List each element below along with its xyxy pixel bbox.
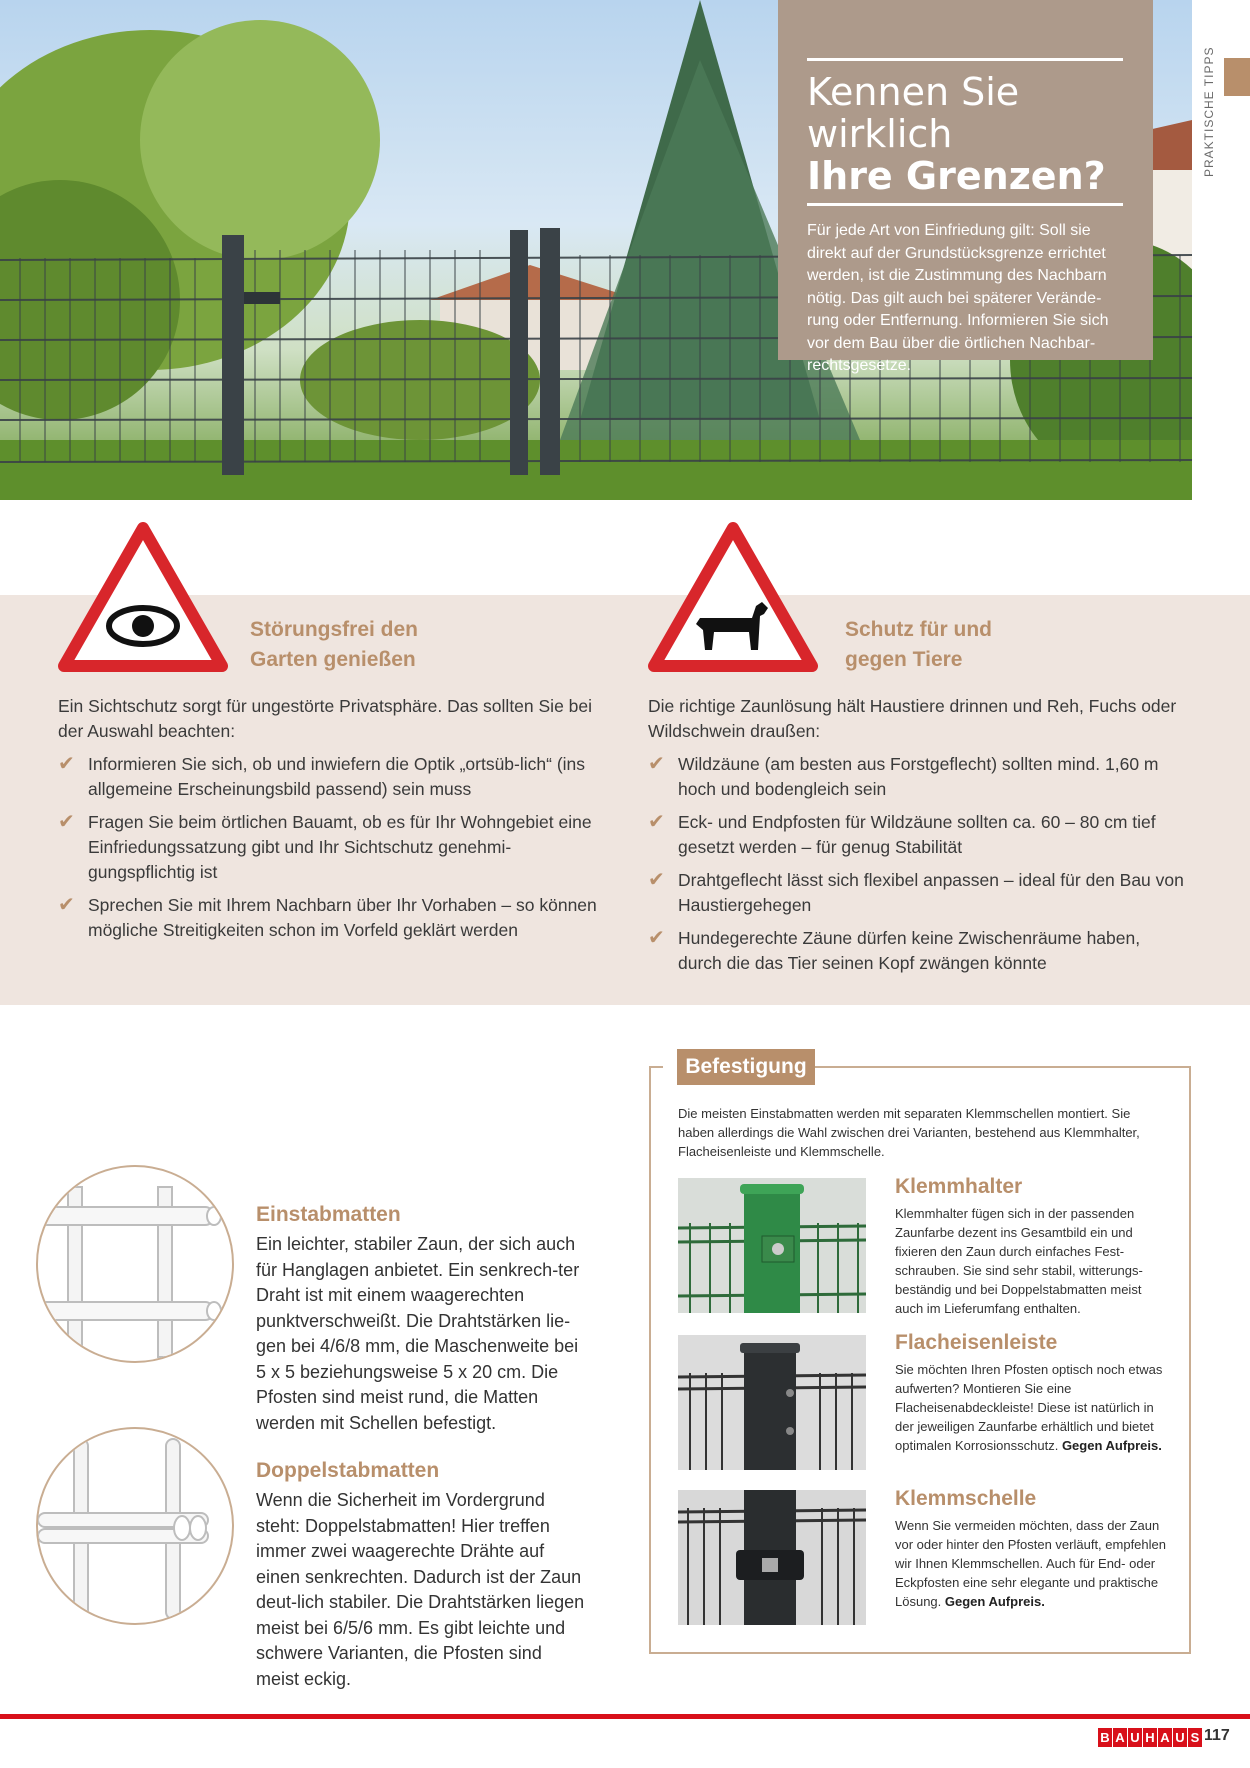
befestigung-top-rule-left [649, 1066, 663, 1068]
bauhaus-logo [1098, 1728, 1202, 1747]
intro-top-rule [807, 58, 1123, 61]
intro-bottom-rule [807, 203, 1123, 206]
flacheisenleiste-title: Flacheisenleiste [895, 1331, 1058, 1354]
footer-rule [0, 1714, 1250, 1719]
checkmark-icon: ✔ [648, 869, 665, 891]
single-bar-mesh-icon [38, 1167, 234, 1363]
tip-heading-left-line2: Garten genießen [250, 648, 416, 671]
tip-column-left [58, 694, 598, 951]
list-item: ✔ Eck- und Endpfosten für Wildzäune sollten ca. 60 – 80 cm tief gesetzt werden – für genug Stabilität [648, 811, 1156, 857]
doppelstab-text: Wenn die Sicherheit im Vordergrund steht: Doppelstabmatten! Hier treffen immer zwei waagerechte Drähte auf einen senkrechten. Dadurch ist der Zaun deut-lich stabiler. Die Drahtstärken liegen meist bei 6/5/6 mm. Es gibt leichte und schwere Varianten, die Pfosten sind meist eckig. [256, 1490, 585, 1689]
checkmark-icon: ✔ [648, 927, 665, 949]
klemmschelle-title: Klemmschelle [895, 1487, 1037, 1510]
price-note: Gegen Aufpreis. [1061, 1438, 1162, 1453]
checkmark-icon: ✔ [648, 753, 665, 775]
befestigung-tag: Befestigung [677, 1049, 815, 1085]
logo-letter: U [1128, 1728, 1142, 1747]
flacheisenleiste-photo [678, 1335, 866, 1470]
klemmhalter-text: Klemmhalter fügen sich in der passenden Zaunfarbe dezent ins Gesamtbild ein und fixieren den Zaun durch einfaches Fest-schrauben. Sie sind sehr stabil, witterungs-beständig und bei Doppelstabmatten meist auch im Lieferumfang enthalten. [895, 1206, 1143, 1316]
double-bar-mesh-icon [38, 1429, 234, 1625]
intro-text: Für jede Art von Einfriedung gilt: Soll sie direkt auf der Grundstücksgrenze errichtet werden, ist die Zustimmung des Nachbarn nötig. Das gilt auch bei späterer Verände-rung oder Entfernung. Informieren Sie sich vor dem Bau über die örtlichen Nachbar-rechtsgesetze. [807, 222, 1109, 374]
tip-lead-left: Ein Sichtschutz sorgt für ungestörte Privatsphäre. Das sollten Sie bei der Auswahl beachten: [58, 696, 593, 741]
logo-letter: A [1113, 1728, 1127, 1747]
einstab-title: Einstabmatten [256, 1203, 401, 1226]
tip-heading-right-line1: Schutz für und [845, 618, 992, 641]
intro-title-line1: Kennen Sie wirklich [807, 70, 1020, 156]
page-number: 117 [1204, 1727, 1230, 1744]
doppelstab-illustration [36, 1427, 234, 1625]
price-note: Gegen Aufpreis. [944, 1594, 1045, 1609]
tip-heading-left-line1: Störungsfrei den [250, 618, 419, 641]
logo-letter: U [1173, 1728, 1187, 1747]
klemmschelle-photo [678, 1490, 866, 1625]
flacheisenleiste-text: Sie möchten Ihren Pfosten optisch noch etwas aufwerten? Montieren Sie eine Flacheisenabdeckleiste! Diese ist natürlich in der jeweiligen Zaunfarbe erhältlich und bietet optimalen Korrosionsschutz. Gegen Aufpreis. [895, 1362, 1163, 1453]
dog-icon [648, 522, 818, 674]
logo-letter: A [1158, 1728, 1172, 1747]
befestigung-top-rule-right [815, 1066, 1191, 1068]
list-item: ✔ Fragen Sie beim örtlichen Bauamt, ob es für Ihr Wohngebiet eine Einfriedungssatzung gibt und Ihr Sichtschutz genehmi-gungspflichtig ist [58, 811, 592, 882]
intro-box [778, 0, 1153, 374]
befestigung-intro: Die meisten Einstabmatten werden mit separaten Klemmschellen montiert. Sie haben allerdings die Wahl zwischen drei Varianten, bestehend aus Klemmhalter, Flacheisenleiste und Klemmschelle. [678, 1106, 1140, 1159]
checkmark-icon: ✔ [648, 811, 665, 833]
clamp-collar-icon [678, 1490, 866, 1625]
flat-bar-post-icon [678, 1335, 866, 1470]
checkmark-icon: ✔ [58, 811, 75, 833]
einstab-illustration [36, 1165, 234, 1363]
tip-column-right [648, 694, 1188, 984]
tip-list-right [648, 752, 1188, 976]
tip-heading-right [845, 615, 992, 675]
eye-icon [58, 522, 228, 674]
section-label-text: PRAKTISCHE TIPPS [1202, 46, 1216, 177]
tip-list-left [58, 752, 598, 943]
doppelstab-title: Doppelstabmatten [256, 1459, 440, 1482]
list-item: ✔ Wildzäune (am besten aus Forstgeflecht) sollten mind. 1,60 m hoch und bodengleich sein [648, 753, 1159, 799]
logo-letter: B [1098, 1728, 1112, 1747]
checkmark-icon: ✔ [58, 894, 75, 916]
einstab-text: Ein leichter, stabiler Zaun, der sich auch für Hanglagen anbietet. Ein senkrech-ter Draht ist mit einem waagerechten punktverschweißt. Die Drahtstärken lie-gen bei 4/6/8 mm, die Maschenweite bei 5 x 5 beziehungsweise 5 x 20 cm. Die Pfosten sind meist rund, die Matten werden mit Schellen befestigt. [256, 1234, 580, 1433]
list-item: ✔ Sprechen Sie mit Ihrem Nachbarn über Ihr Vorhaben – so können mögliche Streitigkeiten schon im Vorfeld geklärt werden [58, 894, 597, 940]
klemmhalter-title: Klemmhalter [895, 1175, 1023, 1198]
tip-lead-right: Die richtige Zaunlösung hält Haustiere drinnen und Reh, Fuchs oder Wildschwein draußen: [648, 696, 1177, 741]
list-item: ✔ Drahtgeflecht lässt sich flexibel anpassen – ideal für den Bau von Haustiergehegen [648, 869, 1184, 915]
tip-heading-left [250, 615, 418, 675]
checkmark-icon: ✔ [58, 753, 75, 775]
list-item: ✔ Hundegerechte Zäune dürfen keine Zwischenräume haben, durch die das Tier seinen Kopf zwängen könnte [648, 927, 1141, 973]
intro-title-line2: Ihre Grenzen? [807, 154, 1106, 198]
tip-heading-right-line2: gegen Tiere [845, 648, 963, 671]
list-item: ✔ Informieren Sie sich, ob und inwiefern die Optik „ortsüb-lich“ (ins allgemeine Erscheinungsbild passend) sein muss [58, 753, 586, 799]
klemmhalter-photo [678, 1178, 866, 1313]
section-label [1199, 46, 1219, 180]
klemmschelle-text: Wenn Sie vermeiden möchten, dass der Zaun vor oder hinter den Pfosten verläuft, empfehlen wir Ihnen Klemmschellen. Auch für End- oder Eckpfosten eine sehr elegante und praktische Lösung. Gegen Aufpreis. [895, 1518, 1166, 1609]
logo-letter: S [1188, 1728, 1202, 1747]
logo-letter: H [1143, 1728, 1157, 1747]
green-clamp-icon [678, 1178, 866, 1313]
section-tab-marker [1224, 58, 1250, 96]
